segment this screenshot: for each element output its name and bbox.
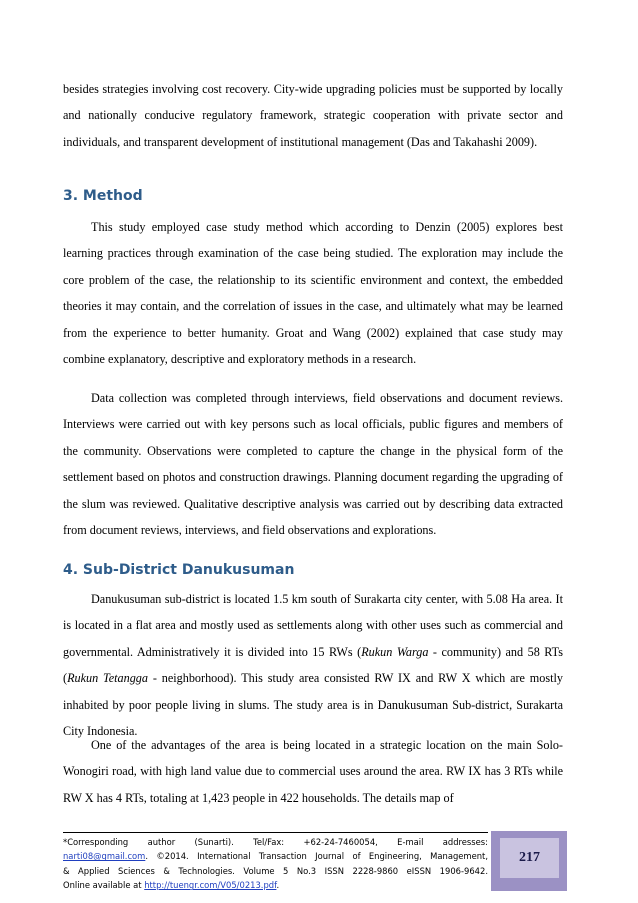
term-rukun-warga: Rukun Warga [361, 644, 429, 659]
footer-note [63, 835, 488, 893]
paragraph-district-2 [63, 732, 563, 811]
paragraph-method-1 [63, 214, 563, 372]
footer-divider [63, 832, 488, 833]
footer-copyright: . ©2014. International Transaction Journal of Engineering, Management, [145, 851, 488, 862]
section-heading-method: 3. Method [63, 188, 143, 204]
term-rukun-tetangga: Rukun Tetangga [67, 671, 148, 686]
page-number-box [491, 831, 567, 891]
paragraph-text [63, 586, 563, 744]
footer-online-label: Online available at [63, 880, 145, 891]
footer-line-3: & Applied Sciences & Technologies. Volume 5 No.3 ISSN 2228-9860 eISSN 1906-9642. [63, 865, 488, 876]
page-number: 217 [519, 850, 540, 865]
text-run: Danukusuman sub-district is located 1.5 km south of Surakarta city center, with 5.08 Ha area. It is located in a flat area and mostly used as settlements along with other uses such as commercial and governmental. Administratively it is divided into 15 RWs ( [63, 592, 563, 659]
paragraph-method-2 [63, 385, 563, 543]
paragraph-text: Data collection was completed through interviews, field observations and document reviews. Interviews were carried out with key persons such as local officials, public figures and members of the community. Observations were completed to capture the change in the physical form of the settlement based on photos and construction drawings. Planning document regarding the upgrading of the slum was reviewed. Qualitative descriptive analysis was carried out by describing data extracted from document reviews, interviews, and field observations and explorations. [63, 391, 563, 538]
footer-line-4 [63, 878, 488, 892]
text-run: - neighborhood). This study area consisted RW IX and RW X which are mostly inhabited by poor people living in slums. The study area is in Danukusuman Sub-district, Surakarta City Indonesia. [63, 671, 563, 739]
paragraph-intro-end [63, 76, 563, 155]
email-link[interactable]: narti08@gmail.com [63, 851, 146, 862]
article-url-link[interactable]: http://tuengr.com/V05/0213.pdf [144, 880, 277, 891]
paragraph-text: One of the advantages of the area is being located in a strategic location on the main Solo-Wonogiri road, with high land value due to commercial uses around the area. RW IX has 3 RTs while RW X has 4 RTs, totaling at 1,423 people in 422 households. The details map of [63, 738, 563, 805]
paragraph-text: This study employed case study method which according to Denzin (2005) explores best learning practices through examination of the case being studied. The exploration may include the core problem of the case, the relationship to its scientific environment and context, the embedded theories it may contain, and the correlation of issues in the case, and ultimately what may be learned from the experience to better humanity. Groat and Wang (2002) explained that case study may combine explanatory, descriptive and exploratory methods in a research. [63, 220, 563, 367]
section-heading-district: 4. Sub-District Danukusuman [63, 562, 295, 578]
footer-period: . [276, 880, 280, 891]
paragraph-district-1 [63, 586, 563, 744]
footer-line-2 [63, 849, 488, 863]
paragraph-text: besides strategies involving cost recovery. City-wide upgrading policies must be supported by locally and nationally conducive regulatory framework, strategic cooperation with private sector and individuals, and transparent development of institutional management (Das and Takahashi 2009). [63, 82, 563, 149]
page-number-panel [500, 838, 559, 878]
footer-line-1: *Corresponding author (Sunarti). Tel/Fax: +62-24-7460054, E-mail addresses: [63, 837, 488, 847]
text-run: - community) and 58 RTs ( [63, 644, 563, 686]
